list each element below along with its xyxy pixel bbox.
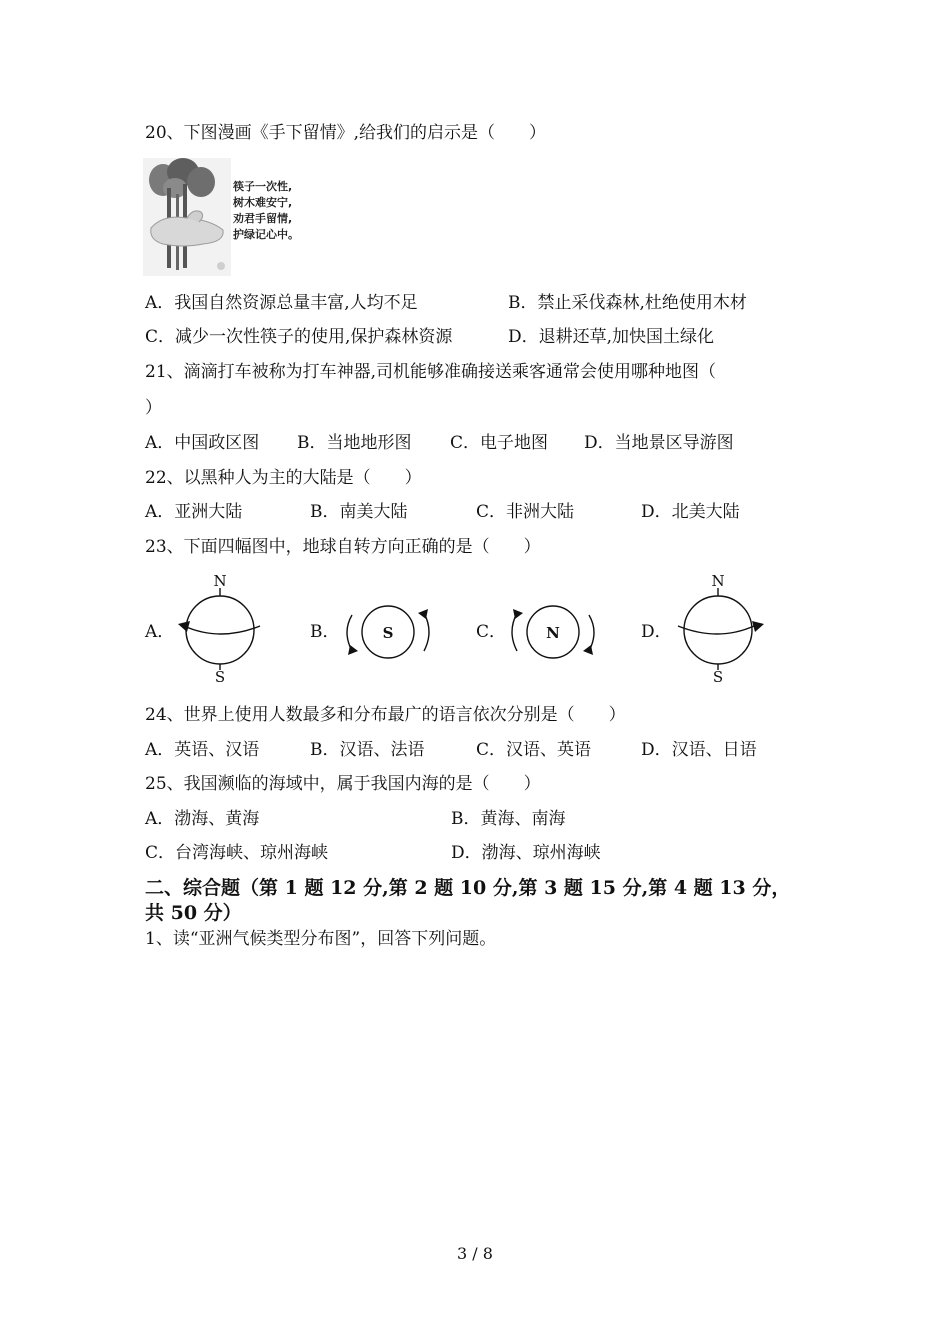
q24-option-d: D．汉语、日语 [641, 740, 757, 760]
q22-option-b: B．南美大陆 [310, 502, 408, 522]
q21-option-b: B．当地地形图 [297, 433, 412, 453]
q20-option-c: C．减少一次性筷子的使用,保护森林资源 [145, 327, 453, 347]
cartoon-text-line: 筷子一次性, [233, 180, 293, 193]
section-title: 二、综合题（第 1 题 12 分,第 2 题 10 分,第 3 题 15 分,第 4 题 13 分， [145, 877, 791, 899]
q24-option-a: A．英语、汉语 [145, 740, 260, 760]
q20-option-a: A．我国自然资源总量丰富,人均不足 [145, 293, 418, 313]
q22-option-d: D．北美大陆 [641, 502, 740, 522]
q22-stem: 22、以黑种人为主的大陆是（ ） [145, 468, 422, 488]
q25-stem: 25、我国濒临的海域中，属于我国内海的是（ ） [145, 774, 541, 794]
q22-option-c: C．非洲大陆 [476, 502, 575, 522]
south-pole-label: S [382, 624, 394, 642]
q21-option-a: A．中国政区图 [145, 433, 260, 453]
globe-diagram-c [503, 593, 603, 671]
north-pole-label: N [546, 624, 560, 642]
q23-stem: 23、下面四幅图中，地球自转方向正确的是（ ） [145, 537, 541, 557]
arrow-right-icon [752, 621, 764, 632]
cartoon-text-line: 树木难安宁, [233, 196, 293, 209]
q22-option-a: A．亚洲大陆 [145, 502, 243, 522]
cartoon-text-line: 劝君手留情, [233, 212, 293, 225]
south-label: S [712, 668, 724, 685]
cartoon-image [143, 158, 303, 276]
q20-option-d: D．退耕还草,加快国土绿化 [508, 327, 715, 347]
q20-stem: 20、下图漫画《手下留情》,给我们的启示是（ ） [145, 123, 547, 143]
q24-option-b: B．汉语、法语 [310, 740, 425, 760]
q25-option-c: C．台湾海峡、琼州海峡 [145, 843, 329, 863]
q24-option-c: C．汉语、英语 [476, 740, 592, 760]
section2-q1: 1、读“亚洲气候类型分布图”，回答下列问题。 [145, 929, 497, 949]
cartoon-caption [232, 179, 299, 241]
q21-stem: 21、滴滴打车被称为打车神器,司机能够准确接送乘客通常会使用哪种地图（ [145, 362, 717, 382]
q23-option-b: B． [310, 622, 340, 642]
north-label: N [711, 572, 725, 590]
section-title-cont: 共 50 分） [145, 902, 242, 924]
cartoon-illustration [143, 158, 303, 276]
q25-option-a: A．渤海、黄海 [145, 809, 260, 829]
q23-option-a: A． [145, 622, 175, 642]
q24-stem: 24、世界上使用人数最多和分布最广的语言依次分别是（ ） [145, 705, 626, 725]
globe-diagram-d [668, 570, 768, 685]
page-number: 3 / 8 [457, 1244, 493, 1263]
south-label: S [214, 668, 226, 685]
q25-option-b: B．黄海、南海 [451, 809, 566, 829]
q20-option-b: B．禁止采伐森林,杜绝使用木材 [508, 293, 747, 313]
north-label: N [213, 572, 227, 590]
globe-diagram-b [338, 593, 438, 671]
q25-option-d: D．渤海、琼州海峡 [451, 843, 601, 863]
q23-option-c: C． [476, 622, 507, 642]
q21-stem-end: ） [145, 398, 162, 418]
globe-diagram-a [170, 570, 270, 685]
q23-option-d: D． [641, 622, 672, 642]
q21-option-c: C．电子地图 [450, 433, 549, 453]
arrow-left-icon [178, 621, 190, 632]
q21-option-d: D．当地景区导游图 [584, 433, 734, 453]
cartoon-text-line: 护绿记心中。 [233, 228, 299, 241]
